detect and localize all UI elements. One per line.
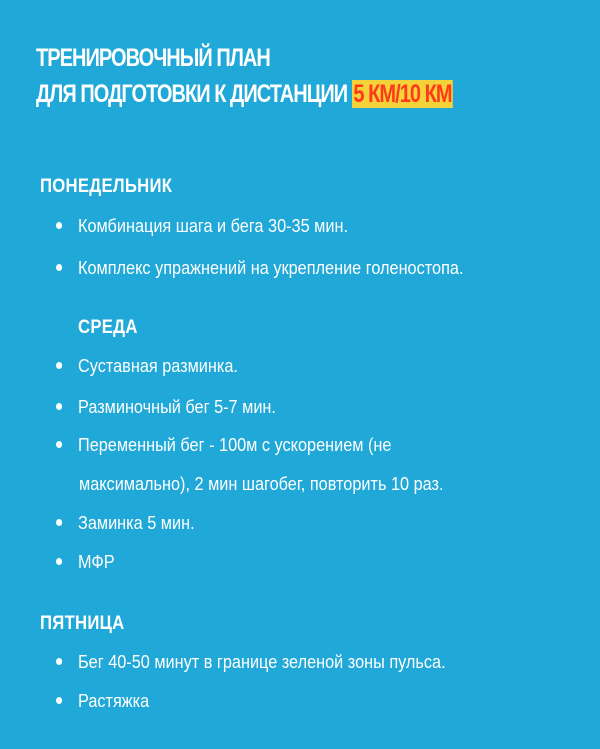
list-item-text: Переменный бег - 100м с ускорением (не bbox=[78, 434, 392, 455]
list-item-text: Суставная разминка. bbox=[78, 355, 238, 376]
page-title bbox=[36, 40, 453, 112]
list-item-text: Разминочный бег 5-7 мин. bbox=[78, 396, 276, 417]
bullet-icon bbox=[56, 558, 62, 565]
list-item bbox=[56, 354, 238, 378]
section-heading-wednesday: СРЕДА bbox=[78, 317, 138, 338]
title-line-2 bbox=[36, 76, 453, 112]
list-item bbox=[56, 256, 463, 280]
section-heading-friday: ПЯТНИЦА bbox=[40, 613, 125, 634]
list-item bbox=[56, 550, 115, 574]
title-line-2-prefix: ДЛЯ ПОДГОТОВКИ К ДИСТАНЦИИ bbox=[36, 80, 352, 108]
section-heading-monday: ПОНЕДЕЛЬНИК bbox=[40, 176, 173, 197]
list-item-text: Растяжка bbox=[78, 690, 150, 711]
bullet-icon bbox=[56, 697, 62, 704]
list-item bbox=[56, 689, 149, 713]
list-item-text: МФР bbox=[78, 551, 115, 572]
list-item-text: Бег 40-50 минут в границе зеленой зоны пульса. bbox=[78, 651, 446, 672]
list-item bbox=[56, 433, 391, 457]
bullet-icon bbox=[56, 519, 62, 526]
list-item bbox=[56, 511, 195, 535]
list-item-text: Комбинация шага и бега 30-35 мин. bbox=[78, 215, 348, 236]
list-item-continuation: максимально), 2 мин шагобег, повторить 10 раз. bbox=[79, 473, 444, 494]
list-item-text: Заминка 5 мин. bbox=[78, 512, 195, 533]
bullet-icon bbox=[56, 362, 62, 369]
list-item-text: Комплекс упражнений на укрепление голеностопа. bbox=[78, 257, 464, 278]
bullet-icon bbox=[56, 441, 62, 448]
bullet-icon bbox=[56, 264, 62, 271]
bullet-icon bbox=[56, 222, 62, 229]
list-item bbox=[56, 650, 446, 674]
list-item bbox=[56, 395, 276, 419]
bullet-icon bbox=[56, 403, 62, 410]
bullet-icon bbox=[56, 658, 62, 665]
list-item bbox=[56, 214, 348, 238]
title-line-1: ТРЕНИРОВОЧНЫЙ ПЛАН bbox=[36, 44, 270, 72]
title-distance-accent: 5 КМ/10 КМ bbox=[353, 80, 452, 108]
